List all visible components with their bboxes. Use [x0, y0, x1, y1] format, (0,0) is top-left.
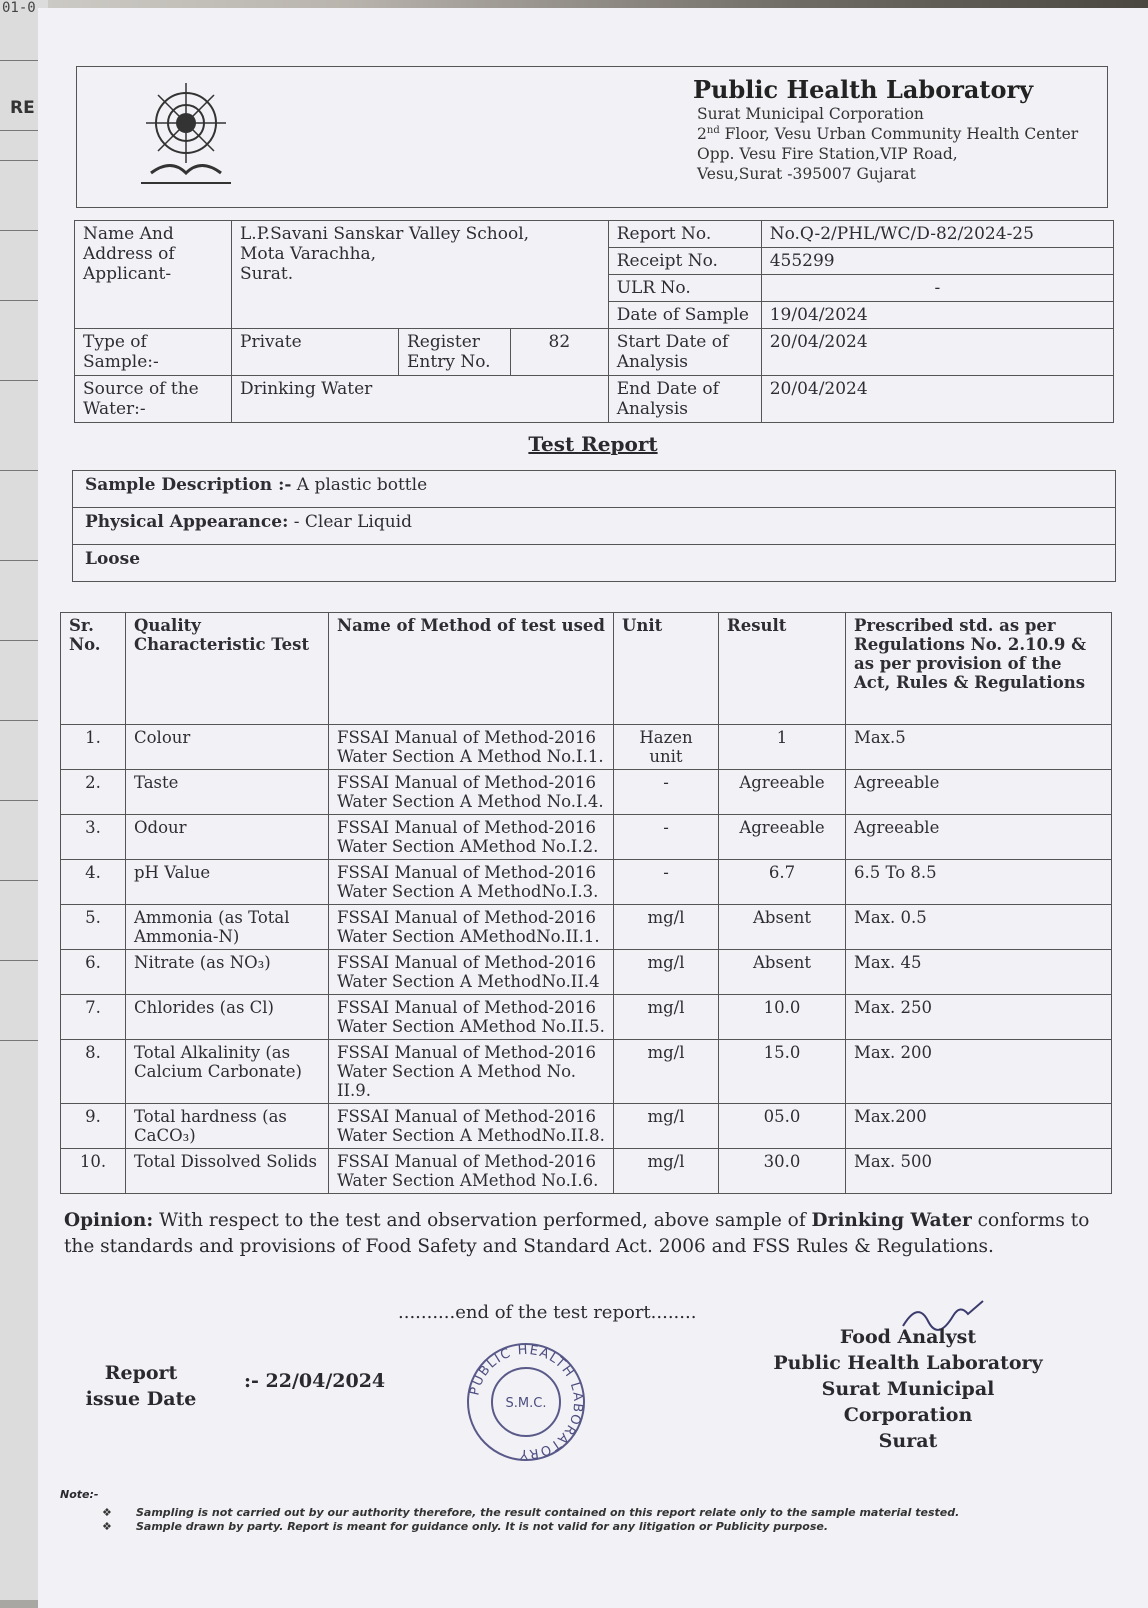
report-issue-date: :- 22/04/2024 — [244, 1370, 386, 1392]
note-2: ❖ Sample drawn by party. Report is meant for guidance only. It is not valid for any litigation or Publicity purpose. — [102, 1520, 829, 1533]
table-row — [61, 995, 1112, 1040]
method: FSSAI Manual of Method-2016 Water Section A MethodNo.II.8. — [329, 1104, 614, 1149]
signatory-org: Surat Municipal Corporation — [821, 1378, 995, 1426]
sr-cell: 3. — [61, 815, 126, 860]
lab-name: Public Health Laboratory — [693, 75, 1034, 104]
org-name: Surat Municipal Corporation — [697, 105, 924, 123]
unit: mg/l — [614, 1040, 719, 1104]
sr-cell: 10. — [61, 1149, 126, 1194]
unit: - — [614, 860, 719, 905]
report-issue-label: Report issue Date — [85, 1362, 197, 1410]
test-name: Chlorides (as Cl) — [126, 995, 329, 1040]
report-page — [38, 8, 1148, 1608]
date-sample: 19/04/2024 — [761, 302, 1113, 329]
test-name: Total Dissolved Solids — [126, 1149, 329, 1194]
result: 15.0 — [719, 1040, 846, 1104]
source-value: Drinking Water — [232, 376, 609, 423]
method: FSSAI Manual of Method-2016 Water Section A Method No. II.9. — [329, 1040, 614, 1104]
standard: Max. 500 — [846, 1149, 1112, 1194]
start-label: Start Date of Analysis — [608, 329, 761, 376]
standard: Max. 250 — [846, 995, 1112, 1040]
register-value: 82 — [511, 329, 609, 376]
result: Absent — [719, 950, 846, 995]
table-row — [61, 815, 1112, 860]
header-quality: Quality Characteristic Test — [126, 613, 329, 725]
result: 6.7 — [719, 860, 846, 905]
unit: mg/l — [614, 995, 719, 1040]
register-label: Register Entry No. — [399, 329, 511, 376]
standard: Agreeable — [846, 815, 1112, 860]
sample-description-table — [72, 470, 1116, 582]
signatory-title: Food Analyst — [839, 1326, 977, 1348]
sr-cell: 6. — [61, 950, 126, 995]
applicant-label: Name And Address of Applicant- — [75, 221, 232, 329]
unit: mg/l — [614, 950, 719, 995]
test-name: Colour — [126, 725, 329, 770]
side-text: RE — [10, 98, 35, 118]
test-name: pH Value — [126, 860, 329, 905]
loose-label: Loose — [73, 545, 1116, 582]
unit: mg/l — [614, 1149, 719, 1194]
standard: Max.200 — [846, 1104, 1112, 1149]
header-result: Result — [719, 613, 846, 725]
result: 05.0 — [719, 1104, 846, 1149]
method: FSSAI Manual of Method-2016 Water Section AMethodNo.II.1. — [329, 905, 614, 950]
method: FSSAI Manual of Method-2016 Water Section A Method No.I.4. — [329, 770, 614, 815]
test-name: Total hardness (as CaCO₃) — [126, 1104, 329, 1149]
ulr-label: ULR No. — [608, 275, 761, 302]
standard: Max. 200 — [846, 1040, 1112, 1104]
standard: Max. 0.5 — [846, 905, 1112, 950]
result: 10.0 — [719, 995, 846, 1040]
receipt-no: 455299 — [761, 248, 1113, 275]
test-results-table — [60, 612, 1112, 1194]
sr-cell: 8. — [61, 1040, 126, 1104]
start-value: 20/04/2024 — [761, 329, 1113, 376]
table-row — [61, 1149, 1112, 1194]
address-line-1: 2nd Floor, Vesu Urban Community Health Center — [697, 125, 1079, 144]
result: Agreeable — [719, 770, 846, 815]
header-std: Prescribed std. as per Regulations No. 2.10.9 & as per provision of the Act, Rules & Regulations — [846, 613, 1112, 725]
note-label: Note:- — [60, 1488, 99, 1501]
standard: Max.5 — [846, 725, 1112, 770]
type-label: Type of Sample:- — [75, 329, 232, 376]
unit: - — [614, 770, 719, 815]
report-no-label: Report No. — [608, 221, 761, 248]
method: FSSAI Manual of Method-2016 Water Section A Method No.I.1. — [329, 725, 614, 770]
result: Absent — [719, 905, 846, 950]
method: FSSAI Manual of Method-2016 Water Section AMethod No.II.5. — [329, 995, 614, 1040]
standard: Agreeable — [846, 770, 1112, 815]
result: 30.0 — [719, 1149, 846, 1194]
test-name: Taste — [126, 770, 329, 815]
end-of-report: ..........end of the test report........ — [398, 1302, 697, 1323]
signatory-city: Surat — [878, 1430, 938, 1452]
table-row — [61, 950, 1112, 995]
table-row — [61, 860, 1112, 905]
test-name: Total Alkalinity (as Calcium Carbonate) — [126, 1040, 329, 1104]
header-unit: Unit — [614, 613, 719, 725]
test-name: Nitrate (as NO₃) — [126, 950, 329, 995]
type-value: Private — [232, 329, 399, 376]
table-row — [61, 770, 1112, 815]
method: FSSAI Manual of Method-2016 Water Section AMethod No.I.2. — [329, 815, 614, 860]
letterhead — [76, 66, 1108, 208]
applicant-info-table — [74, 220, 1114, 423]
ulr-value: - — [761, 275, 1113, 302]
corner-text: 01-0 — [2, 0, 36, 16]
date-sample-label: Date of Sample — [608, 302, 761, 329]
end-value: 20/04/2024 — [761, 376, 1113, 423]
sr-cell: 9. — [61, 1104, 126, 1149]
signature-block — [758, 1324, 1058, 1454]
method: FSSAI Manual of Method-2016 Water Section AMethod No.I.6. — [329, 1149, 614, 1194]
physical-appearance: Physical Appearance: - Clear Liquid — [73, 508, 1116, 545]
note-1: ❖ Sampling is not carried out by our authority therefore, the result contained on this report relate only to the sample material tested. — [102, 1506, 960, 1519]
table-row — [61, 725, 1112, 770]
svg-text:PUBLIC HEALTH LABORATORY: PUBLIC HEALTH LABORATORY — [467, 1342, 586, 1462]
standard: Max. 45 — [846, 950, 1112, 995]
report-no: No.Q-2/PHL/WC/D-82/2024-25 — [761, 221, 1113, 248]
sr-cell: 7. — [61, 995, 126, 1040]
end-label: End Date of Analysis — [608, 376, 761, 423]
lab-stamp-icon — [464, 1340, 588, 1464]
header-method: Name of Method of test used — [329, 613, 614, 725]
receipt-no-label: Receipt No. — [608, 248, 761, 275]
method: FSSAI Manual of Method-2016 Water Section A MethodNo.II.4 — [329, 950, 614, 995]
applicant-address: L.P.Savani Sanskar Valley School, Mota Varachha, Surat. — [232, 221, 609, 329]
sr-cell: 2. — [61, 770, 126, 815]
address-line-3: Vesu,Surat -395007 Gujarat — [697, 165, 916, 183]
result: Agreeable — [719, 815, 846, 860]
test-name: Ammonia (as Total Ammonia-N) — [126, 905, 329, 950]
unit: Hazen unit — [614, 725, 719, 770]
unit: mg/l — [614, 905, 719, 950]
report-title: Test Report — [528, 432, 658, 456]
signatory-lab: Public Health Laboratory — [773, 1352, 1043, 1374]
unit: mg/l — [614, 1104, 719, 1149]
opinion: Opinion: With respect to the test and observation performed, above sample of Drinking Water conforms to the standards and provisions of Food Safety and Standard Act. 2006 and FSS Rules & Regulations. — [64, 1210, 1090, 1257]
sr-cell: 5. — [61, 905, 126, 950]
table-row — [61, 905, 1112, 950]
test-name: Odour — [126, 815, 329, 860]
method: FSSAI Manual of Method-2016 Water Section A MethodNo.I.3. — [329, 860, 614, 905]
result: 1 — [719, 725, 846, 770]
sr-cell: 1. — [61, 725, 126, 770]
smc-emblem-icon — [131, 73, 241, 193]
header-sr: Sr. No. — [61, 613, 126, 725]
unit: - — [614, 815, 719, 860]
svg-text:S.M.C.: S.M.C. — [505, 1396, 547, 1411]
sr-cell: 4. — [61, 860, 126, 905]
table-row — [61, 1040, 1112, 1104]
sample-description: Sample Description :- A plastic bottle — [73, 471, 1116, 508]
source-label: Source of the Water:- — [75, 376, 232, 423]
table-row — [61, 1104, 1112, 1149]
address-line-2: Opp. Vesu Fire Station,VIP Road, — [697, 145, 958, 163]
standard: 6.5 To 8.5 — [846, 860, 1112, 905]
